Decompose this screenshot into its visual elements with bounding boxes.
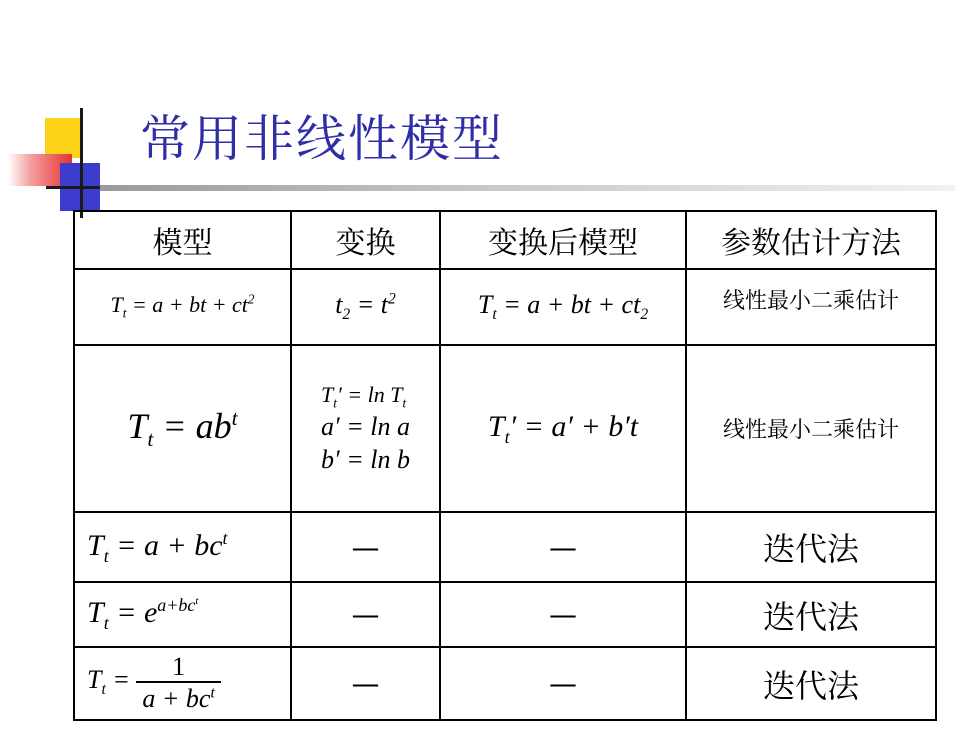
header-transform: 变换	[291, 211, 440, 269]
formula: a′ = ln a	[321, 412, 410, 442]
decor-yellow-square	[45, 118, 83, 158]
transformed-exponential	[440, 345, 686, 512]
title-underline	[100, 185, 955, 191]
transformed-none: —	[440, 582, 686, 647]
method-iterative: 迭代法	[686, 647, 936, 720]
formula: b′ = ln b	[321, 444, 410, 474]
models-table	[73, 210, 937, 721]
transform-exponential	[291, 345, 440, 512]
table-row	[74, 647, 936, 720]
decor-vertical-line	[80, 108, 83, 218]
method-exponential: 线性最小二乘估计	[686, 345, 936, 512]
table-row	[74, 345, 936, 512]
transformed-quadratic	[440, 269, 686, 345]
table-header-row	[74, 211, 936, 269]
table-row	[74, 582, 936, 647]
fraction: $\frac{1}{a + bc^t}$	[136, 653, 220, 715]
formula: $T_t = a$ + bt + $ct_2$	[477, 289, 649, 324]
header-transformed-model: 变换后模型	[440, 211, 686, 269]
transform-none: —	[291, 647, 440, 720]
model-logistic	[74, 647, 291, 720]
formula: $t_2 = t^2$	[335, 289, 396, 324]
formula: $T_t = a$ + bt + $ct^2$	[110, 292, 255, 321]
slide-title: 常用非线性模型	[140, 110, 504, 168]
formula: $T_t' = a' + b't$	[487, 409, 639, 447]
formula: $T_t$ =	[87, 665, 137, 699]
formula: $T_t = a + bc^t$	[87, 527, 228, 566]
table-row	[74, 269, 936, 345]
header-model: 模型	[74, 211, 291, 269]
model-exponential	[74, 345, 291, 512]
transform-none: —	[291, 512, 440, 582]
method-quadratic: 线性最小二乘估计	[686, 269, 936, 345]
model-modified-exponential	[74, 512, 291, 582]
transform-none: —	[291, 582, 440, 647]
model-gompertz	[74, 582, 291, 647]
formula: $T_t' = \ln T_t$	[321, 381, 407, 410]
method-iterative: 迭代法	[686, 512, 936, 582]
method-iterative: 迭代法	[686, 582, 936, 647]
formula: $T_t = e^{a+bc^t}$	[87, 595, 199, 633]
transformed-none: —	[440, 512, 686, 582]
model-quadratic	[74, 269, 291, 345]
header-estimation-method: 参数估计方法	[686, 211, 936, 269]
transform-quadratic	[291, 269, 440, 345]
transformed-none: —	[440, 647, 686, 720]
formula: $T_t = ab^t$	[127, 405, 238, 452]
table-row	[74, 512, 936, 582]
